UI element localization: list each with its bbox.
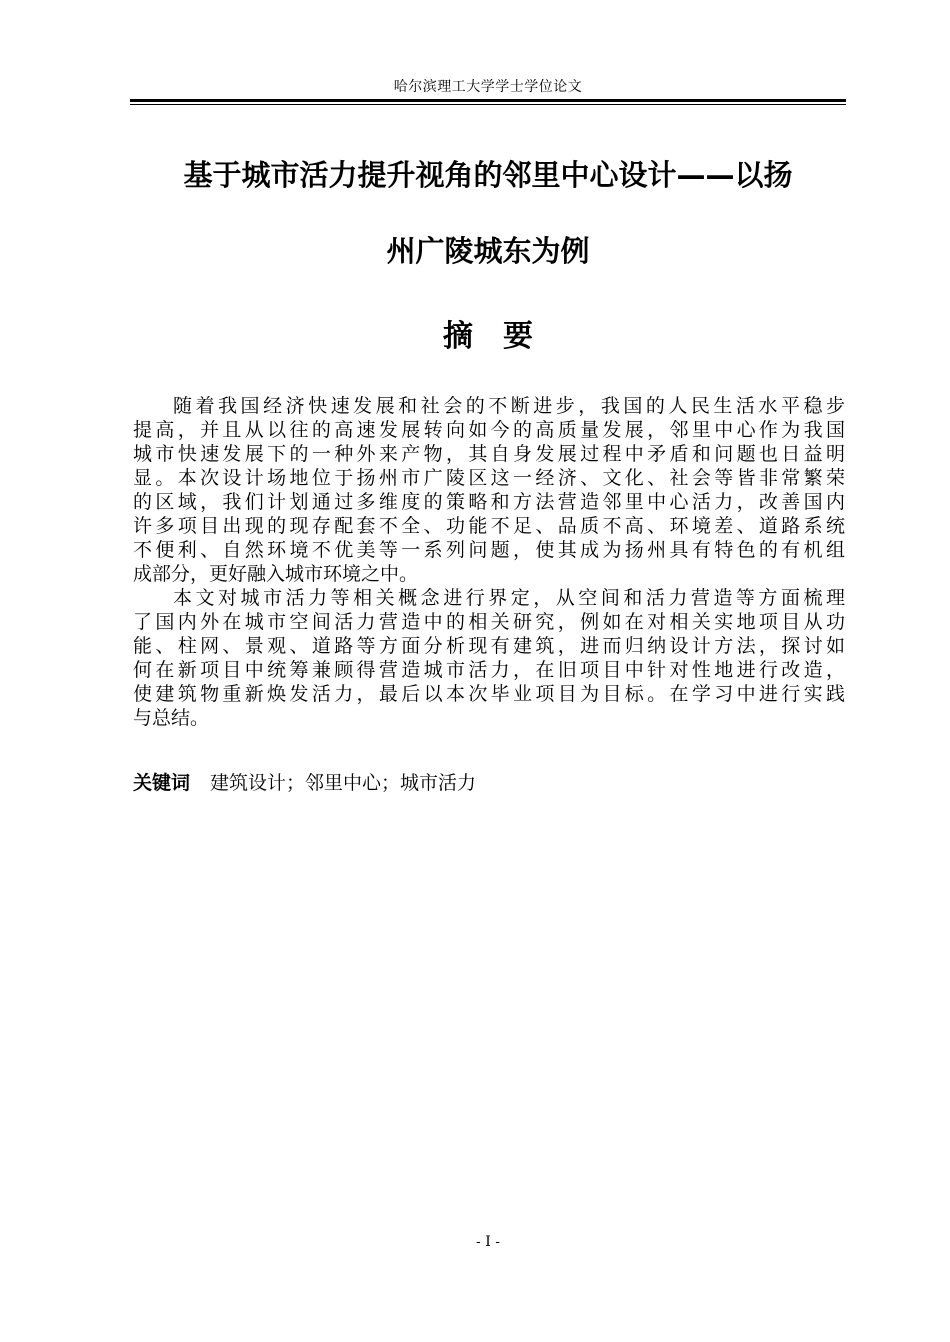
paragraph-1-line: 显。本次设计场地位于扬州市广陵区这一经济、文化、社会等皆非常繁荣 bbox=[133, 467, 845, 489]
keywords-line bbox=[133, 771, 845, 795]
page-number: - I - bbox=[476, 1234, 500, 1250]
paragraph-1-line: 提高，并且从以往的高速发展转向如今的高质量发展，邻里中心作为我国 bbox=[133, 419, 845, 441]
running-header: 哈尔滨理工大学学士学位论文 bbox=[393, 79, 583, 95]
header-rule-thick bbox=[130, 99, 846, 102]
paragraph-1-line: 的区域，我们计划通过多维度的策略和方法营造邻里中心活力，改善国内 bbox=[133, 491, 845, 513]
paragraph-2-line: 使建筑物重新焕发活力，最后以本次毕业项目为目标。在学习中进行实践 bbox=[133, 683, 845, 705]
header-rule-thin bbox=[130, 104, 846, 105]
keywords-value: 建筑设计；邻里中心；城市活力 bbox=[210, 772, 477, 794]
abstract-heading: 摘要 bbox=[443, 319, 563, 354]
paragraph-2-line: 与总结。 bbox=[133, 707, 210, 729]
paragraph-2-line: 何在新项目中统筹兼顾得营造城市活力，在旧项目中针对性地进行改造， bbox=[133, 659, 845, 681]
paragraph-1-line: 城市快速发展下的一种外来产物，其自身发展过程中矛盾和问题也日益明 bbox=[133, 443, 845, 465]
keywords-label: 关键词 bbox=[133, 772, 191, 794]
paragraph-1-line: 随着我国经济快速发展和社会的不断进步，我国的人民生活水平稳步 bbox=[173, 395, 845, 417]
paragraph-2-line: 本文对城市活力等相关概念进行界定，从空间和活力营造等方面梳理 bbox=[173, 587, 845, 609]
abstract-body bbox=[133, 394, 845, 730]
paragraph-1-line: 不便利、自然环境不优美等一系列问题，使其成为扬州具有特色的有机组 bbox=[133, 539, 845, 561]
thesis-title-line-2: 州广陵城东为例 bbox=[386, 234, 590, 268]
paragraph-1-line: 成部分，更好融入城市环境之中。 bbox=[133, 563, 419, 585]
paragraph-1-line: 许多项目出现的现存配套不全、功能不足、品质不高、环境差、道路系统 bbox=[133, 515, 845, 537]
paragraph-2-line: 能、柱网、景观、道路等方面分析现有建筑，进而归纳设计方法，探讨如 bbox=[133, 635, 845, 657]
paragraph-2-line: 了国内外在城市空间活力营造中的相关研究，例如在对相关实地项目从功 bbox=[133, 611, 845, 633]
thesis-title-line-1: 基于城市活力提升视角的邻里中心设计——以扬 bbox=[183, 158, 793, 192]
